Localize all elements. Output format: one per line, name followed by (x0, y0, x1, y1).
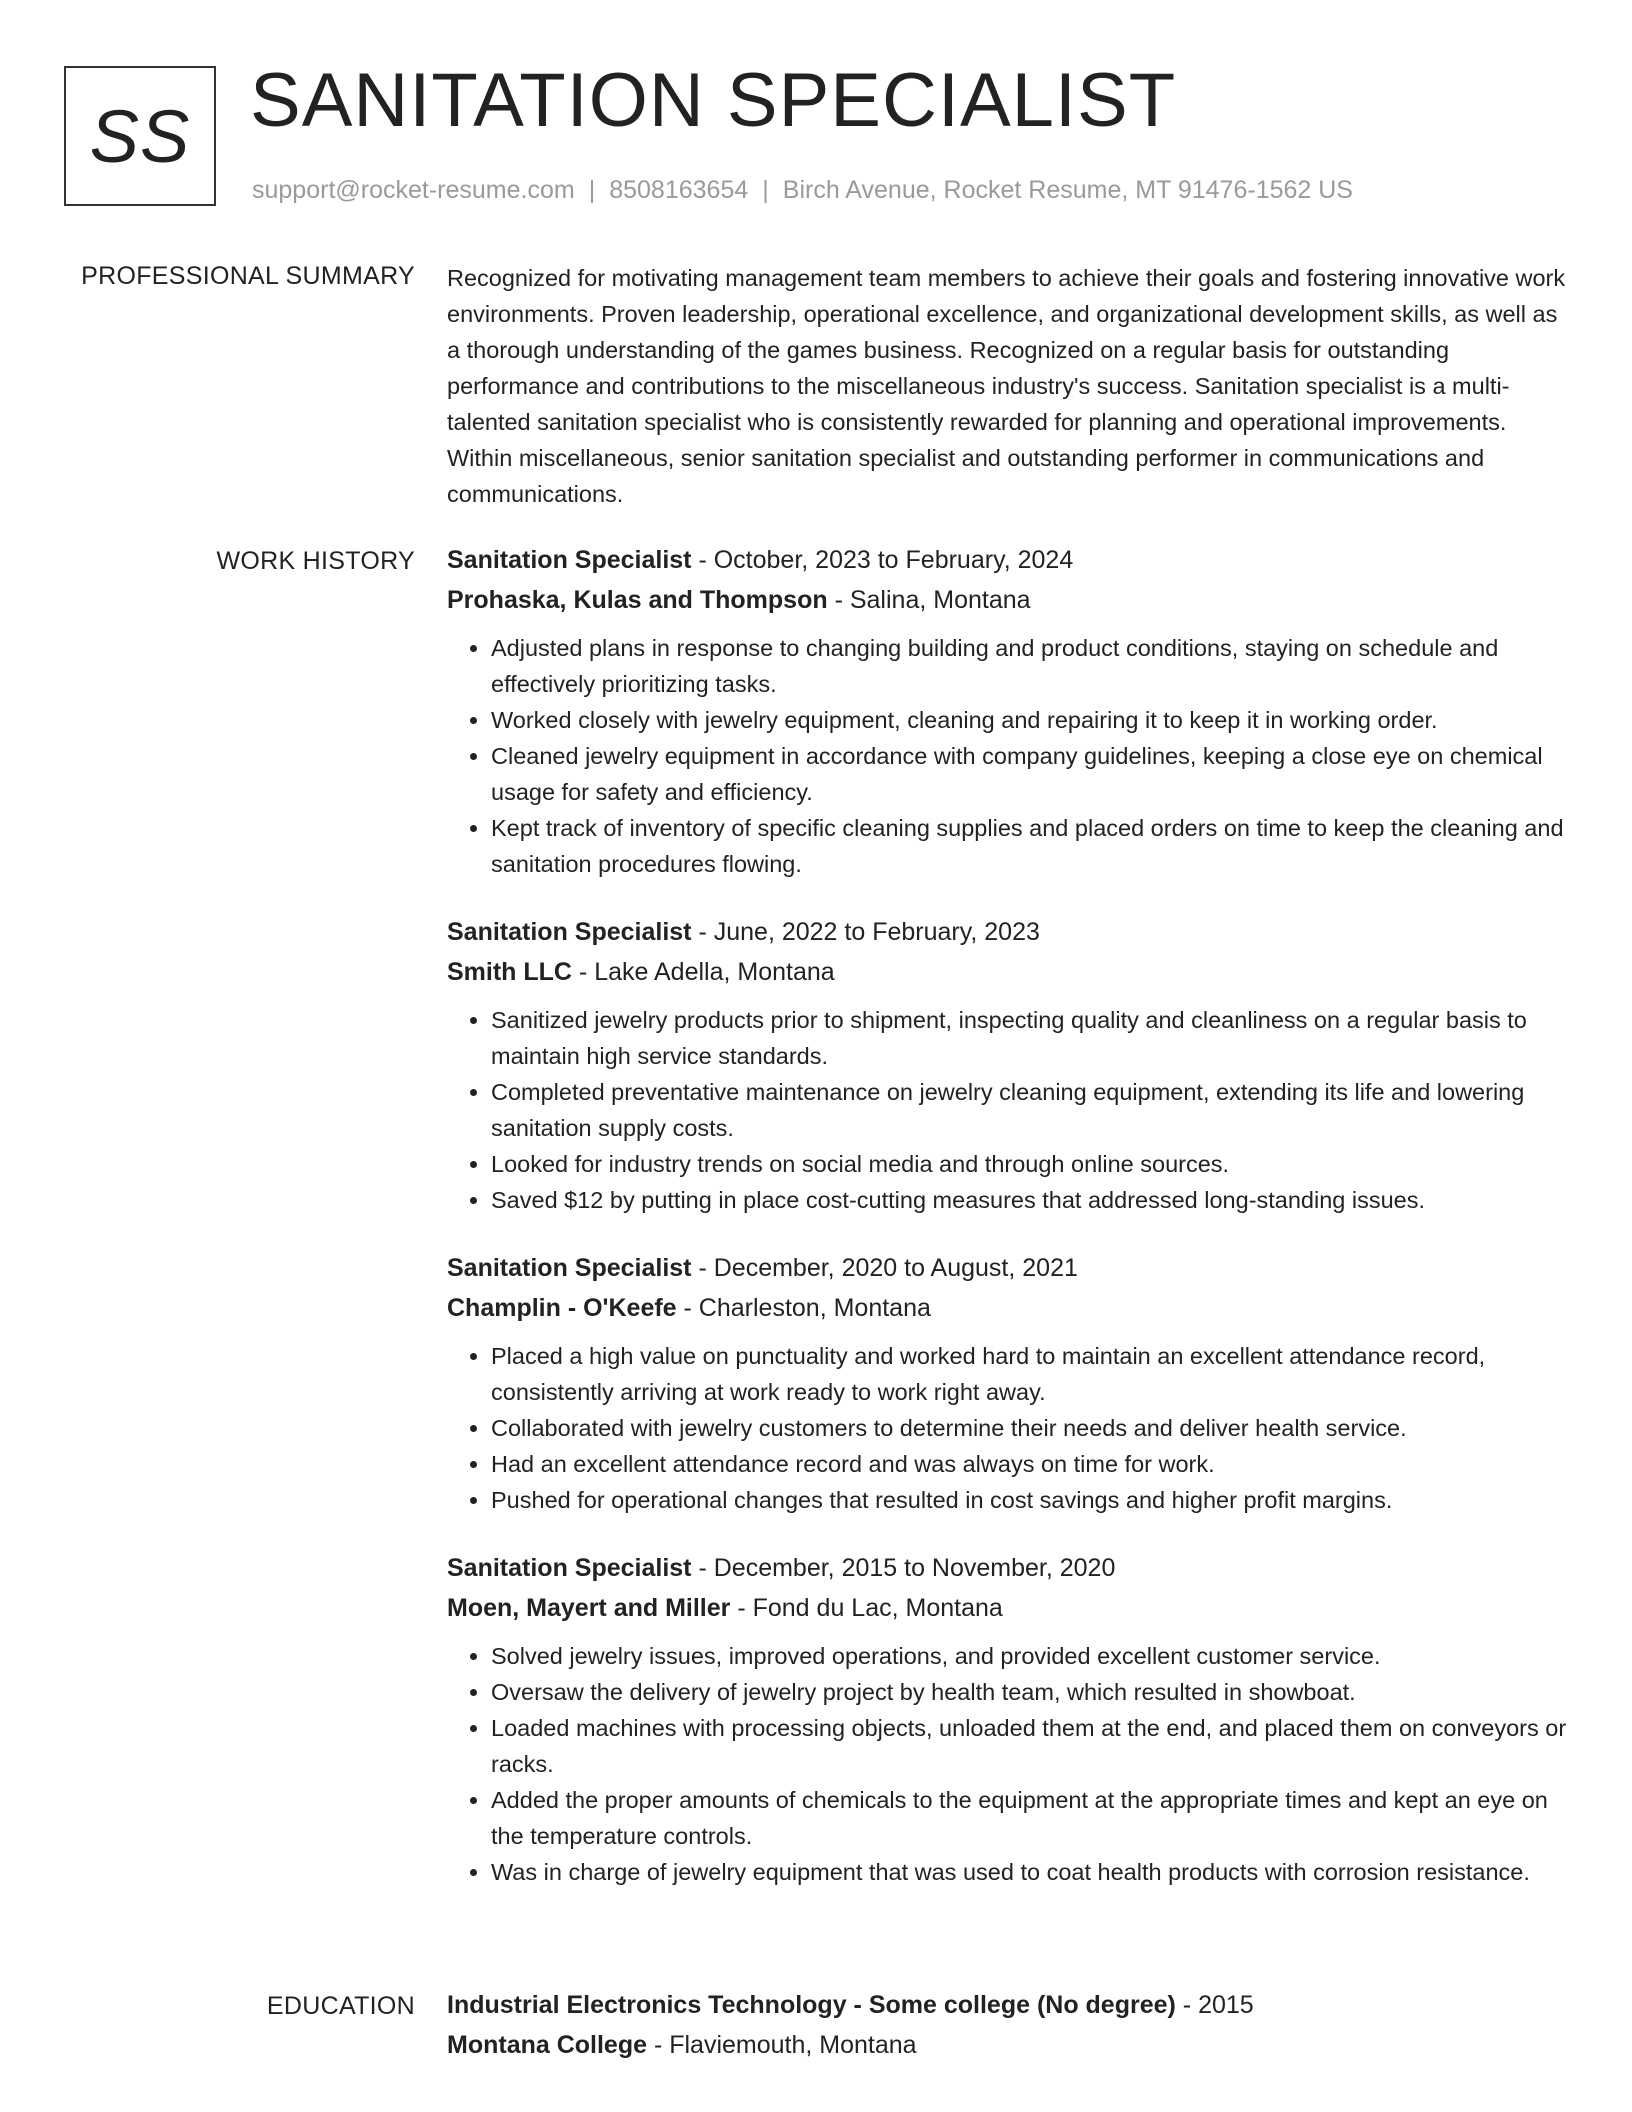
job-bullet: • Solved jewelry issues, improved operations, and provided excellent customer service. (491, 1638, 1567, 1674)
summary-label: PROFESSIONAL SUMMARY (81, 262, 415, 290)
job-bullet: • Completed preventative maintenance on jewelry cleaning equipment, extending its life and lowering sanitation supply costs. (491, 1074, 1567, 1146)
job-title-line (447, 1248, 1567, 1288)
job-bullets (447, 1002, 1567, 1218)
job-company: Smith LLC (447, 958, 572, 986)
job-company: Champlin - O'Keefe (447, 1294, 677, 1322)
contact-separator: | (588, 176, 596, 204)
job-entry (447, 1548, 1567, 1890)
job-title-line (447, 912, 1567, 952)
job-location: - Lake Adella, Montana (572, 958, 835, 986)
job-entry (447, 1248, 1567, 1518)
job-bullets (447, 630, 1567, 882)
job-dates: - December, 2015 to November, 2020 (691, 1554, 1116, 1582)
job-bullet: • Added the proper amounts of chemicals to the equipment at the appropriate times and kept an eye on the temperature controls. (491, 1782, 1567, 1854)
job-bullet: • Collaborated with jewelry customers to determine their needs and deliver health service. (491, 1410, 1567, 1446)
contact-separator: | (762, 176, 769, 204)
education-degree: Industrial Electronics Technology - Some college (No degree) (447, 1991, 1176, 2019)
job-bullet: • Looked for industry trends on social media and through online sources. (491, 1146, 1567, 1182)
resume-title: SANITATION SPECIALIST (250, 58, 1177, 143)
job-bullet: • Saved $12 by putting in place cost-cutting measures that addressed long-standing issues. (491, 1182, 1567, 1218)
job-bullet: • Adjusted plans in response to changing building and product conditions, staying on schedule and effectively prioritizing tasks. (491, 630, 1567, 702)
summary-text: Recognized for motivating management team members to achieve their goals and fostering innovative work environments. Proven leadership, operational excellence, and organizational development skills, as well as a thorough understanding of the games business. Recognized on a regular basis for outstanding performance and contributions to the miscellaneous industry's success. Sanitation specialist is a multi-talented sanitation specialist who is consistently rewarded for planning and operational improvements. Within miscellaneous, senior sanitation specialist and outstanding performer in communications and communications. (447, 265, 1566, 507)
job-bullet: • Worked closely with jewelry equipment, cleaning and repairing it to keep it in working order. (491, 702, 1567, 738)
education-school: Montana College (447, 2031, 648, 2059)
job-company-line (447, 952, 1567, 992)
education-degree-line (447, 1985, 1567, 2025)
job-bullet: • Kept track of inventory of specific cleaning supplies and placed orders on time to keep the cleaning and sanitation procedures flowing. (491, 810, 1567, 882)
job-bullet: • Oversaw the delivery of jewelry project by health team, which resulted in showboat. (491, 1674, 1567, 1710)
monogram-box: SS (64, 66, 216, 206)
job-bullet: • Loaded machines with processing objects, unloaded them at the end, and placed them on conveyors or racks. (491, 1710, 1567, 1782)
job-dates: - December, 2020 to August, 2021 (691, 1254, 1078, 1282)
job-title: Sanitation Specialist (447, 546, 692, 574)
job-title-line (447, 1548, 1567, 1588)
job-title: Sanitation Specialist (447, 1254, 692, 1282)
job-company-line (447, 1588, 1567, 1628)
job-title-line (447, 540, 1567, 580)
education-year: - 2015 (1175, 1991, 1254, 2019)
contact-address: Birch Avenue, Rocket Resume, MT 91476-1562 US (782, 176, 1353, 204)
job-bullets (447, 1338, 1567, 1518)
job-bullet: • Was in charge of jewelry equipment that was used to coat health products with corrosion resistance. (491, 1854, 1567, 1890)
job-title: Sanitation Specialist (447, 1554, 692, 1582)
work-history-label: WORK HISTORY (216, 547, 415, 575)
job-company: Prohaska, Kulas and Thompson (447, 586, 828, 614)
education-school-line (447, 2025, 1567, 2065)
job-dates: - June, 2022 to February, 2023 (691, 918, 1040, 946)
job-bullet: • Had an excellent attendance record and was always on time for work. (491, 1446, 1567, 1482)
job-location: - Salina, Montana (827, 586, 1031, 614)
job-title: Sanitation Specialist (447, 918, 692, 946)
education-location: - Flaviemouth, Montana (647, 2031, 917, 2059)
job-entry (447, 540, 1567, 882)
job-company-line (447, 1288, 1567, 1328)
job-bullet: • Cleaned jewelry equipment in accordance with company guidelines, keeping a close eye on chemical usage for safety and efficiency. (491, 738, 1567, 810)
job-location: - Charleston, Montana (676, 1294, 931, 1322)
job-company: Moen, Mayert and Miller (447, 1594, 731, 1622)
job-bullet: • Placed a high value on punctuality and worked hard to maintain an excellent attendance record, consistently arriving at work ready to work right away. (491, 1338, 1567, 1410)
job-bullet: • Pushed for operational changes that resulted in cost savings and higher profit margins. (491, 1482, 1567, 1518)
education-entry (447, 1985, 1567, 2065)
contact-email: support@rocket-resume.com (252, 176, 575, 204)
job-company-line (447, 580, 1567, 620)
contact-line (252, 174, 1353, 206)
job-location: - Fond du Lac, Montana (730, 1594, 1003, 1622)
education-label: EDUCATION (266, 1992, 415, 2020)
contact-phone: 8508163654 (609, 176, 749, 204)
job-bullet: • Sanitized jewelry products prior to shipment, inspecting quality and cleanliness on a regular basis to maintain high service standards. (491, 1002, 1567, 1074)
job-dates: - October, 2023 to February, 2024 (691, 546, 1074, 574)
job-entry (447, 912, 1567, 1218)
job-bullets (447, 1638, 1567, 1890)
